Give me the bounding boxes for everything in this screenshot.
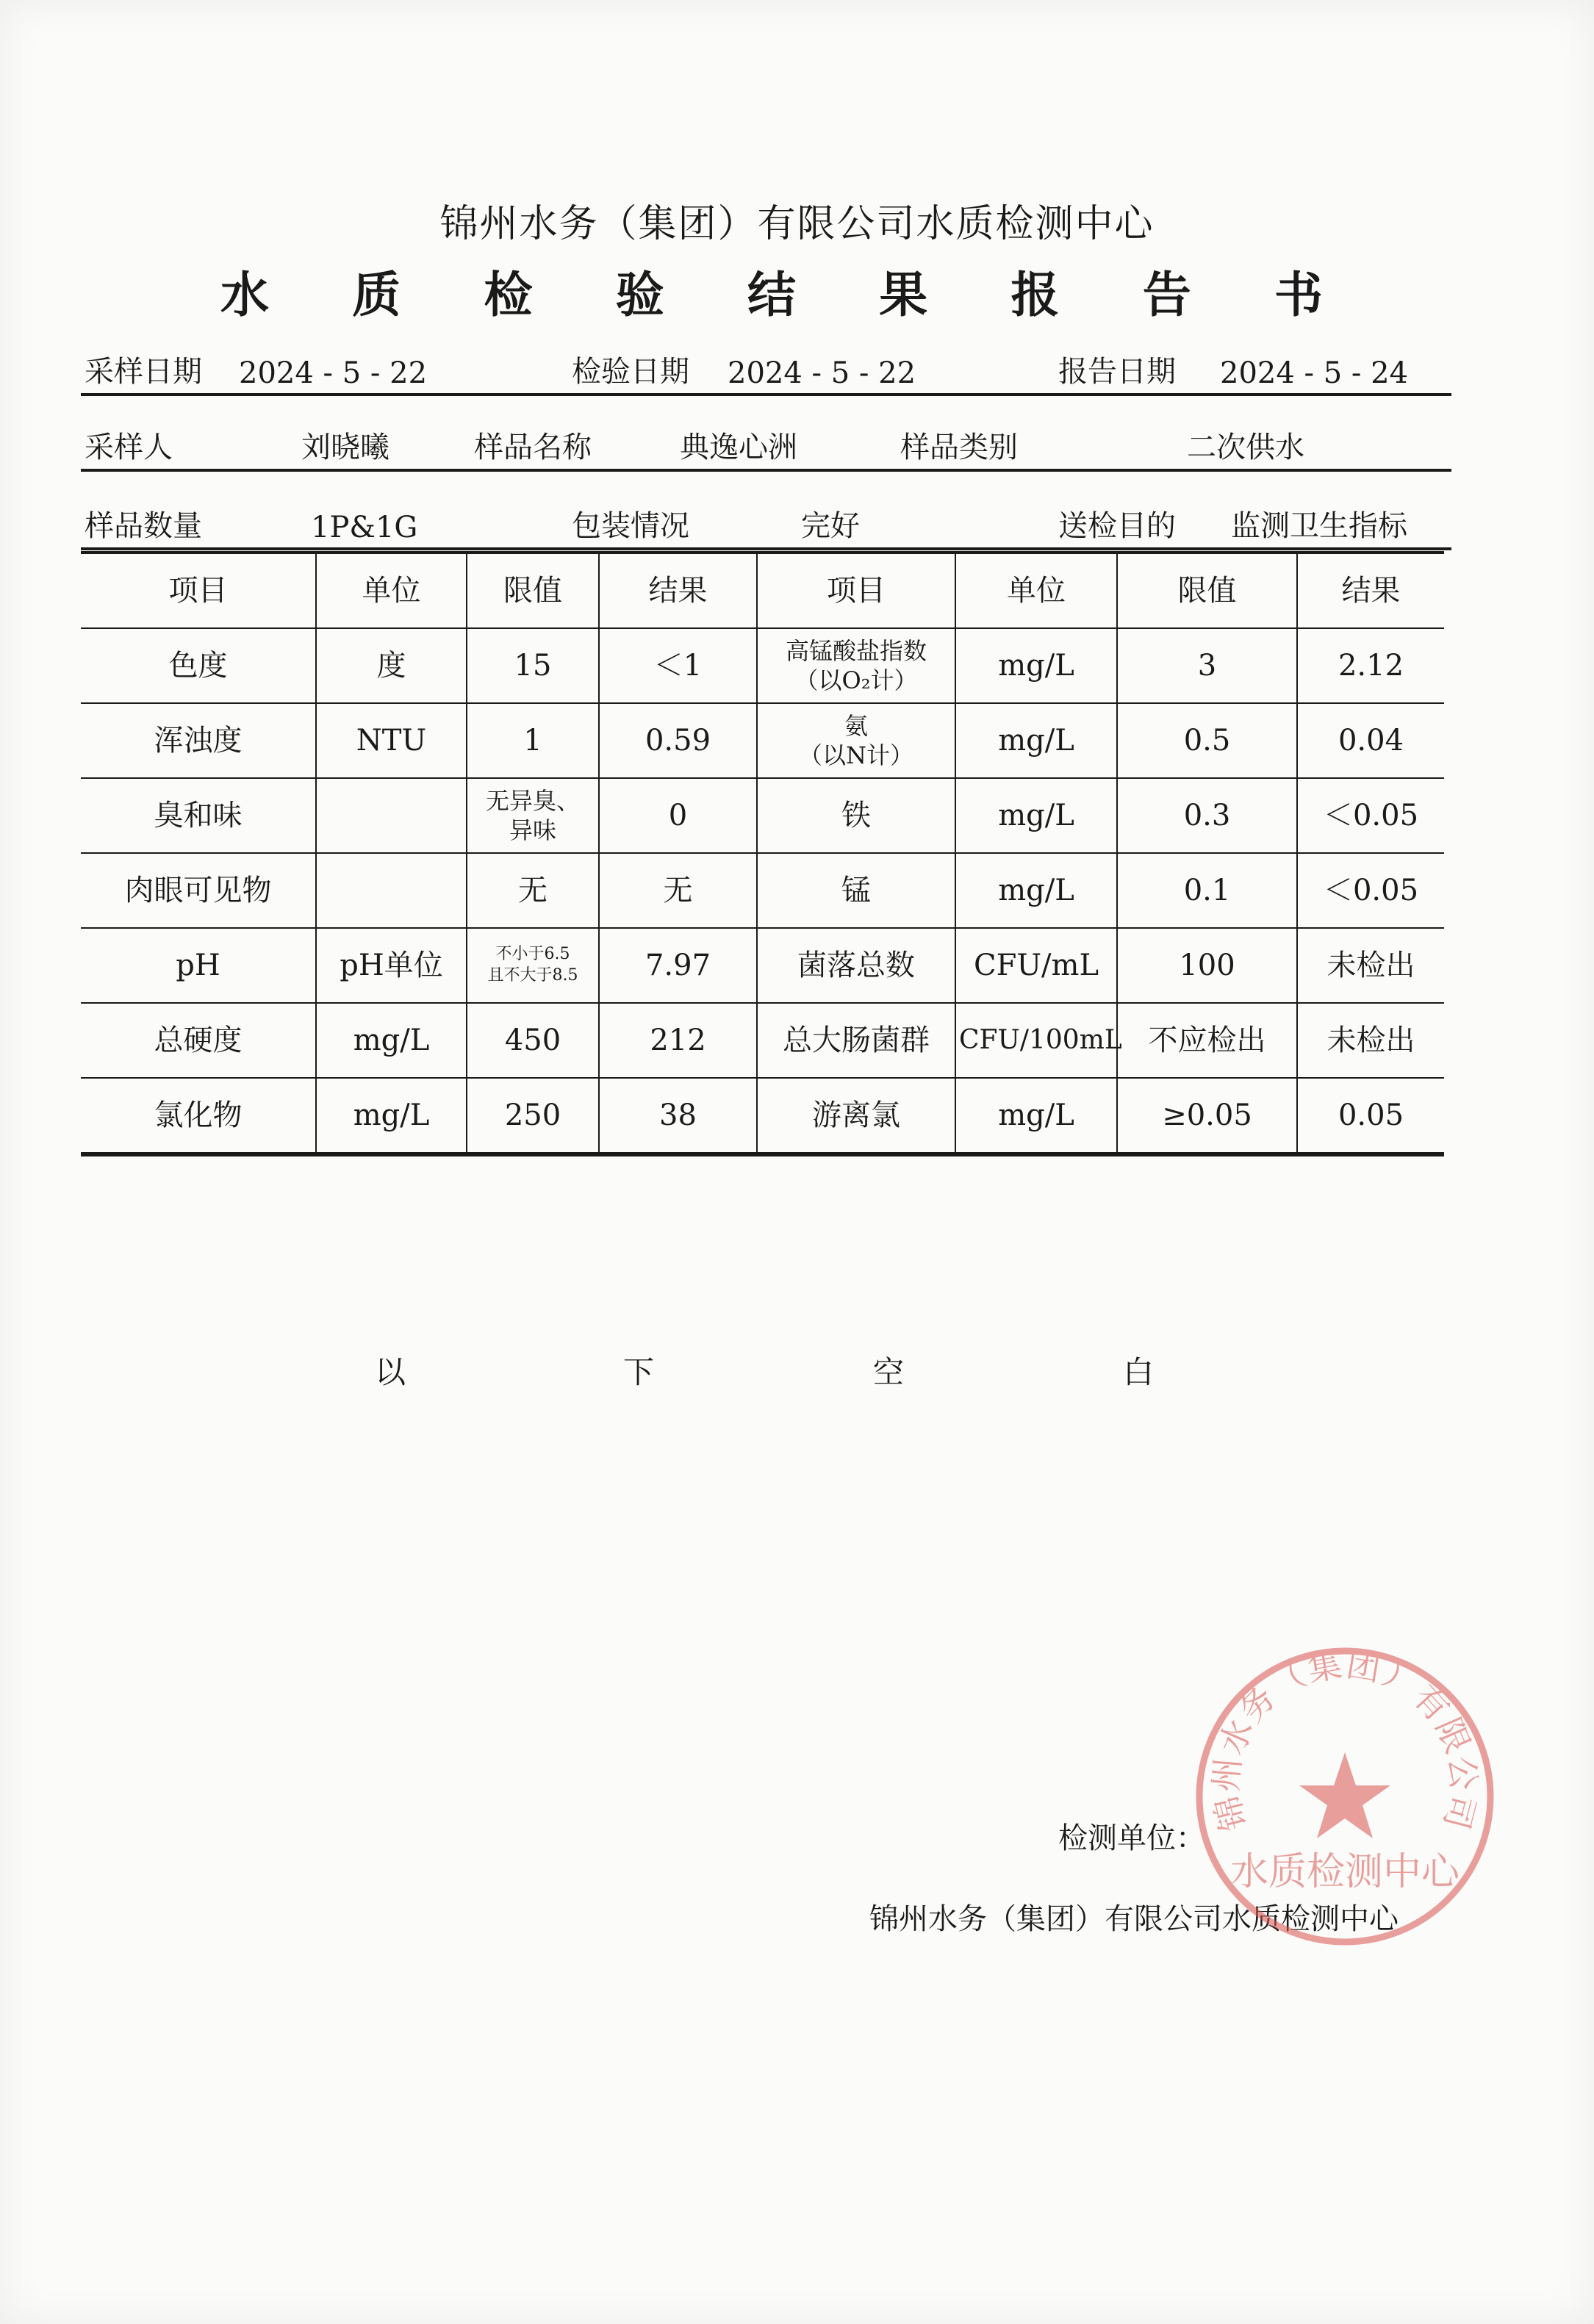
- item-cell: 总大肠菌群: [757, 1003, 955, 1078]
- limit-cell: 0.1: [1117, 853, 1297, 928]
- limit-cell: 0.3: [1117, 778, 1297, 853]
- unit-cell: [316, 778, 467, 853]
- limit-line: 异味: [509, 816, 556, 844]
- sample-date-label: 采样日期: [85, 355, 202, 389]
- result-cell: ＜1: [599, 628, 757, 703]
- packaging-value: 完好: [801, 509, 860, 543]
- info-row-sample: [81, 425, 1451, 472]
- item-cell: 总硬度: [81, 1003, 316, 1078]
- limit-cell: [467, 778, 599, 853]
- item-cell: 浑浊度: [81, 703, 316, 778]
- unit-cell: pH单位: [316, 928, 467, 1003]
- title-char: 书: [1274, 266, 1323, 323]
- limit-line: 且不大于8.5: [487, 966, 578, 985]
- result-cell: 212: [599, 1003, 757, 1078]
- limit-cell: 3: [1117, 628, 1297, 703]
- unit-cell: mg/L: [955, 1078, 1117, 1154]
- sample-name-label: 样品名称: [474, 431, 592, 464]
- blank-note-char: 以: [375, 1354, 406, 1390]
- title-char: 水: [220, 266, 269, 323]
- limit-cell: 250: [467, 1078, 599, 1154]
- table-header: 限值: [1117, 553, 1297, 628]
- blank-note-char: 下: [623, 1354, 655, 1390]
- seal-star-icon: [1299, 1752, 1390, 1838]
- limit-cell: [467, 928, 599, 1003]
- item-cell: 色度: [81, 628, 316, 703]
- result-cell: 38: [599, 1078, 757, 1154]
- testing-unit-label: 检测单位：: [1058, 1821, 1205, 1855]
- limit-line: 不小于6.5: [495, 945, 570, 964]
- unit-cell: mg/L: [955, 853, 1117, 928]
- test-date-label: 检验日期: [572, 355, 689, 389]
- table-header-row: [81, 553, 1444, 628]
- title-char: 果: [879, 266, 928, 323]
- report-date-value: 2024 - 5 - 24: [1220, 356, 1409, 390]
- table-header: 项目: [81, 553, 316, 628]
- item-cell: 游离氯: [757, 1078, 955, 1154]
- table-row: [81, 778, 1444, 853]
- report-date-label: 报告日期: [1058, 355, 1176, 389]
- table-row: [81, 853, 1444, 928]
- item-name: 高锰酸盐指数: [785, 637, 927, 665]
- result-cell: 7.97: [599, 928, 757, 1003]
- result-cell: 未检出: [1297, 928, 1444, 1003]
- info-row-package: [81, 503, 1451, 550]
- result-cell: ＜0.05: [1297, 778, 1444, 853]
- quantity-value: 1P&1G: [311, 511, 418, 544]
- table-row: [81, 928, 1444, 1003]
- sample-type-value: 二次供水: [1187, 431, 1304, 464]
- limit-cell: 0.5: [1117, 703, 1297, 778]
- testing-unit-name: 锦州水务（集团）有限公司水质检测中心: [869, 1902, 1399, 1936]
- item-basis: （以O₂计）: [794, 666, 918, 694]
- sampler-label: 采样人: [85, 431, 173, 464]
- blank-note-char: 空: [873, 1354, 905, 1390]
- result-cell: 无: [599, 853, 757, 928]
- title-char: 告: [1142, 266, 1191, 323]
- official-seal-icon: [1191, 1642, 1499, 1951]
- item-cell: 菌落总数: [757, 928, 955, 1003]
- item-cell: 锰: [757, 853, 955, 928]
- purpose-label: 送检目的: [1058, 509, 1176, 543]
- results-table: [81, 551, 1444, 1156]
- limit-cell: 100: [1117, 928, 1297, 1003]
- unit-cell: mg/L: [316, 1078, 467, 1154]
- table-row: [81, 1003, 1444, 1078]
- result-cell: 0.04: [1297, 703, 1444, 778]
- quantity-label: 样品数量: [85, 509, 202, 543]
- title-char: 报: [1010, 266, 1060, 323]
- result-cell: 未检出: [1297, 1003, 1444, 1078]
- limit-cell: 450: [467, 1003, 599, 1078]
- unit-cell: CFU/mL: [955, 928, 1117, 1003]
- item-cell: pH: [81, 928, 316, 1003]
- table-row: [81, 628, 1444, 703]
- table-header: 结果: [1297, 553, 1444, 628]
- item-basis: （以N计）: [798, 741, 913, 769]
- item-cell: 铁: [757, 778, 955, 853]
- item-cell: 臭和味: [81, 778, 316, 853]
- unit-cell: mg/L: [316, 1003, 467, 1078]
- item-cell: 肉眼可见物: [81, 853, 316, 928]
- limit-cell: 15: [467, 628, 599, 703]
- sampler-value: 刘晓曦: [301, 431, 389, 464]
- result-cell: 2.12: [1297, 628, 1444, 703]
- table-header: 单位: [955, 553, 1117, 628]
- document-title: [220, 256, 1323, 325]
- limit-line: 无异臭、: [485, 787, 580, 815]
- blank-note-char: 白: [1123, 1354, 1155, 1390]
- result-cell: 0: [599, 778, 757, 853]
- title-char: 检: [484, 266, 533, 323]
- table-header: 项目: [757, 553, 955, 628]
- result-cell: ＜0.05: [1297, 853, 1444, 928]
- title-char: 验: [615, 266, 664, 323]
- sample-type-label: 样品类别: [900, 431, 1018, 464]
- table-header: 结果: [599, 553, 757, 628]
- item-name: 氨: [844, 712, 868, 740]
- unit-cell: mg/L: [955, 778, 1117, 853]
- sample-date-value: 2024 - 5 - 22: [239, 356, 428, 390]
- limit-cell: ≥0.05: [1117, 1078, 1297, 1154]
- packaging-label: 包装情况: [572, 509, 689, 543]
- limit-cell: 1: [467, 703, 599, 778]
- item-cell: 氯化物: [81, 1078, 316, 1154]
- table-row: [81, 703, 1444, 778]
- unit-cell: mg/L: [955, 628, 1117, 703]
- info-row-dates: [81, 349, 1451, 396]
- title-char: 结: [747, 266, 796, 323]
- sample-name-value: 典逸心洲: [680, 431, 797, 464]
- table-row: [81, 1078, 1444, 1154]
- limit-cell: 不应检出: [1117, 1003, 1297, 1078]
- blank-below-note: [0, 1348, 1594, 1392]
- result-cell: 0.05: [1297, 1078, 1444, 1154]
- result-cell: 0.59: [599, 703, 757, 778]
- unit-cell: [316, 853, 467, 928]
- item-cell: [757, 703, 955, 778]
- limit-cell: 无: [467, 853, 599, 928]
- purpose-value: 监测卫生指标: [1231, 509, 1407, 543]
- unit-cell: mg/L: [955, 703, 1117, 778]
- seal-arc-text: 锦州水务（集团）有限公司: [1205, 1644, 1484, 1835]
- title-char: 质: [352, 266, 401, 323]
- test-date-value: 2024 - 5 - 22: [728, 356, 916, 390]
- unit-cell: CFU/100mL: [955, 1003, 1117, 1078]
- table-header: 限值: [467, 553, 599, 628]
- unit-cell: NTU: [316, 703, 467, 778]
- org-title: 锦州水务（集团）有限公司水质检测中心: [439, 202, 1155, 246]
- item-cell: [757, 628, 955, 703]
- table-header: 单位: [316, 553, 467, 628]
- seal-bottom-text: 水质检测中心: [1229, 1850, 1460, 1894]
- unit-cell: 度: [316, 628, 467, 703]
